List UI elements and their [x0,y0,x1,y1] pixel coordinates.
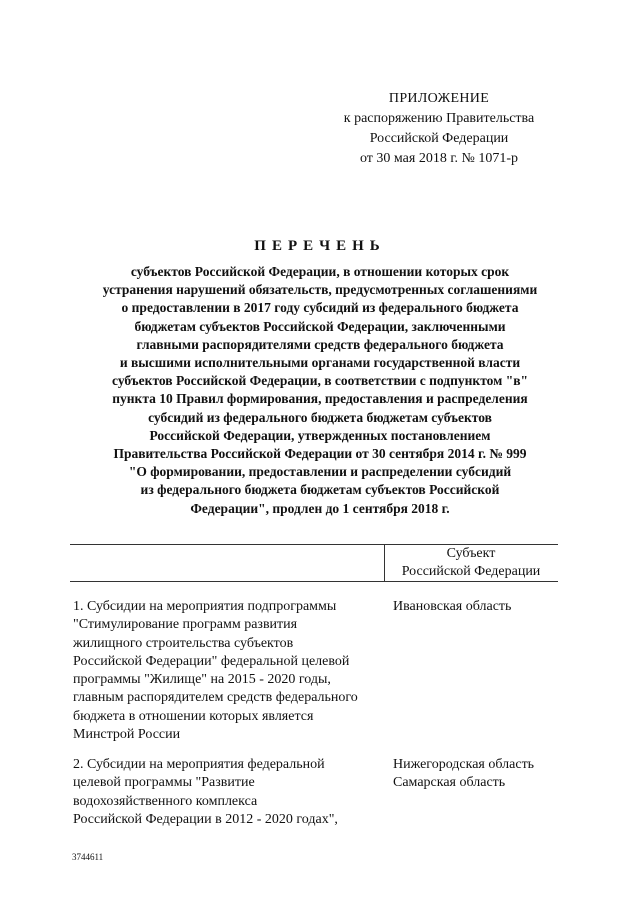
table-column-header [385,545,557,581]
row-text-line: бюджета в отношении которых является [73,708,314,724]
row-text-line: Российской Федерации в 2012 - 2020 годах", [73,811,338,827]
subtitle-line: о предоставлении в 2017 году субсидий из федерального бюджета [121,300,519,316]
row-text-line: 2. Субсидии на мероприятия федеральной [73,757,325,772]
row-text-line: главным распорядителем средств федерального [73,690,358,706]
subtitle-line: главными распорядителями средств федерального бюджета [136,336,504,352]
subtitle-line: субъектов Российской Федерации, в соответствии с подпунктом "в" [112,373,528,389]
subtitle-line: Российской Федерации, утвержденных постановлением [149,427,491,443]
row-text-line: Минстрой России [73,727,181,743]
document-subtitle [30,263,610,518]
table-row-subjects [393,756,593,793]
subtitle-line: из федерального бюджета бюджетам субъектов Российской [140,482,500,498]
column-header-line: Российской Федерации [401,564,541,579]
appendix-header [334,89,544,169]
subtitle-line: Федерации", продлен до 1 сентября 2018 г. [190,500,450,516]
document-heading: ПЕРЕЧЕНЬ [254,238,386,254]
subject-name: Нижегородская область [393,757,535,772]
subtitle-line: бюджетам субъектов Российской Федерации, заключенными [134,318,506,334]
row-text-line: Российской Федерации" федеральной целевой [73,653,350,669]
row-text-line: 1. Субсидии на мероприятия подпрограммы [73,599,337,614]
subtitle-line: Правительства Российской Федерации от 30 сентября 2014 г. № 999 [113,446,527,462]
table-row-description [73,598,373,744]
subject-name: Самарская область [393,775,506,791]
table-row-subjects [393,598,593,616]
appendix-title: ПРИЛОЖЕНИЕ [388,91,490,106]
row-text-line: "Стимулирование программ развития [73,617,298,633]
appendix-line-1: к распоряжению Правительства [343,111,535,126]
subtitle-line: субсидий из федерального бюджета бюджетам субъектов [148,409,492,425]
subtitle-line: "О формировании, предоставлении и распределении субсидий [128,464,512,480]
subtitle-line: пункта 10 Правил формирования, предоставления и распределения [112,391,528,407]
subtitle-line: устранения нарушений обязательств, предусмотренных соглашениями [102,282,538,298]
row-text-line: целевой программы "Развитие [73,775,255,791]
row-text-line: жилищного строительства субъектов [73,635,294,651]
appendix-date: от 30 мая 2018 г. № 1071-р [359,151,519,166]
row-text-line: программы "Жилище" на 2015 - 2020 годы, [73,672,331,688]
row-text-line: водохозяйственного комплекса [73,793,258,809]
subject-name: Ивановская область [393,599,512,614]
column-header-line: Субъект [446,546,496,561]
table-row-description [73,756,373,829]
subtitle-line: и высшими исполнительными органами государственной власти [119,355,521,371]
table-header-rule [70,581,558,582]
appendix-line-2: Российской Федерации [369,131,509,146]
subtitle-line: субъектов Российской Федерации, в отношении которых срок [130,264,510,279]
document-code: 3744611 [72,852,104,862]
